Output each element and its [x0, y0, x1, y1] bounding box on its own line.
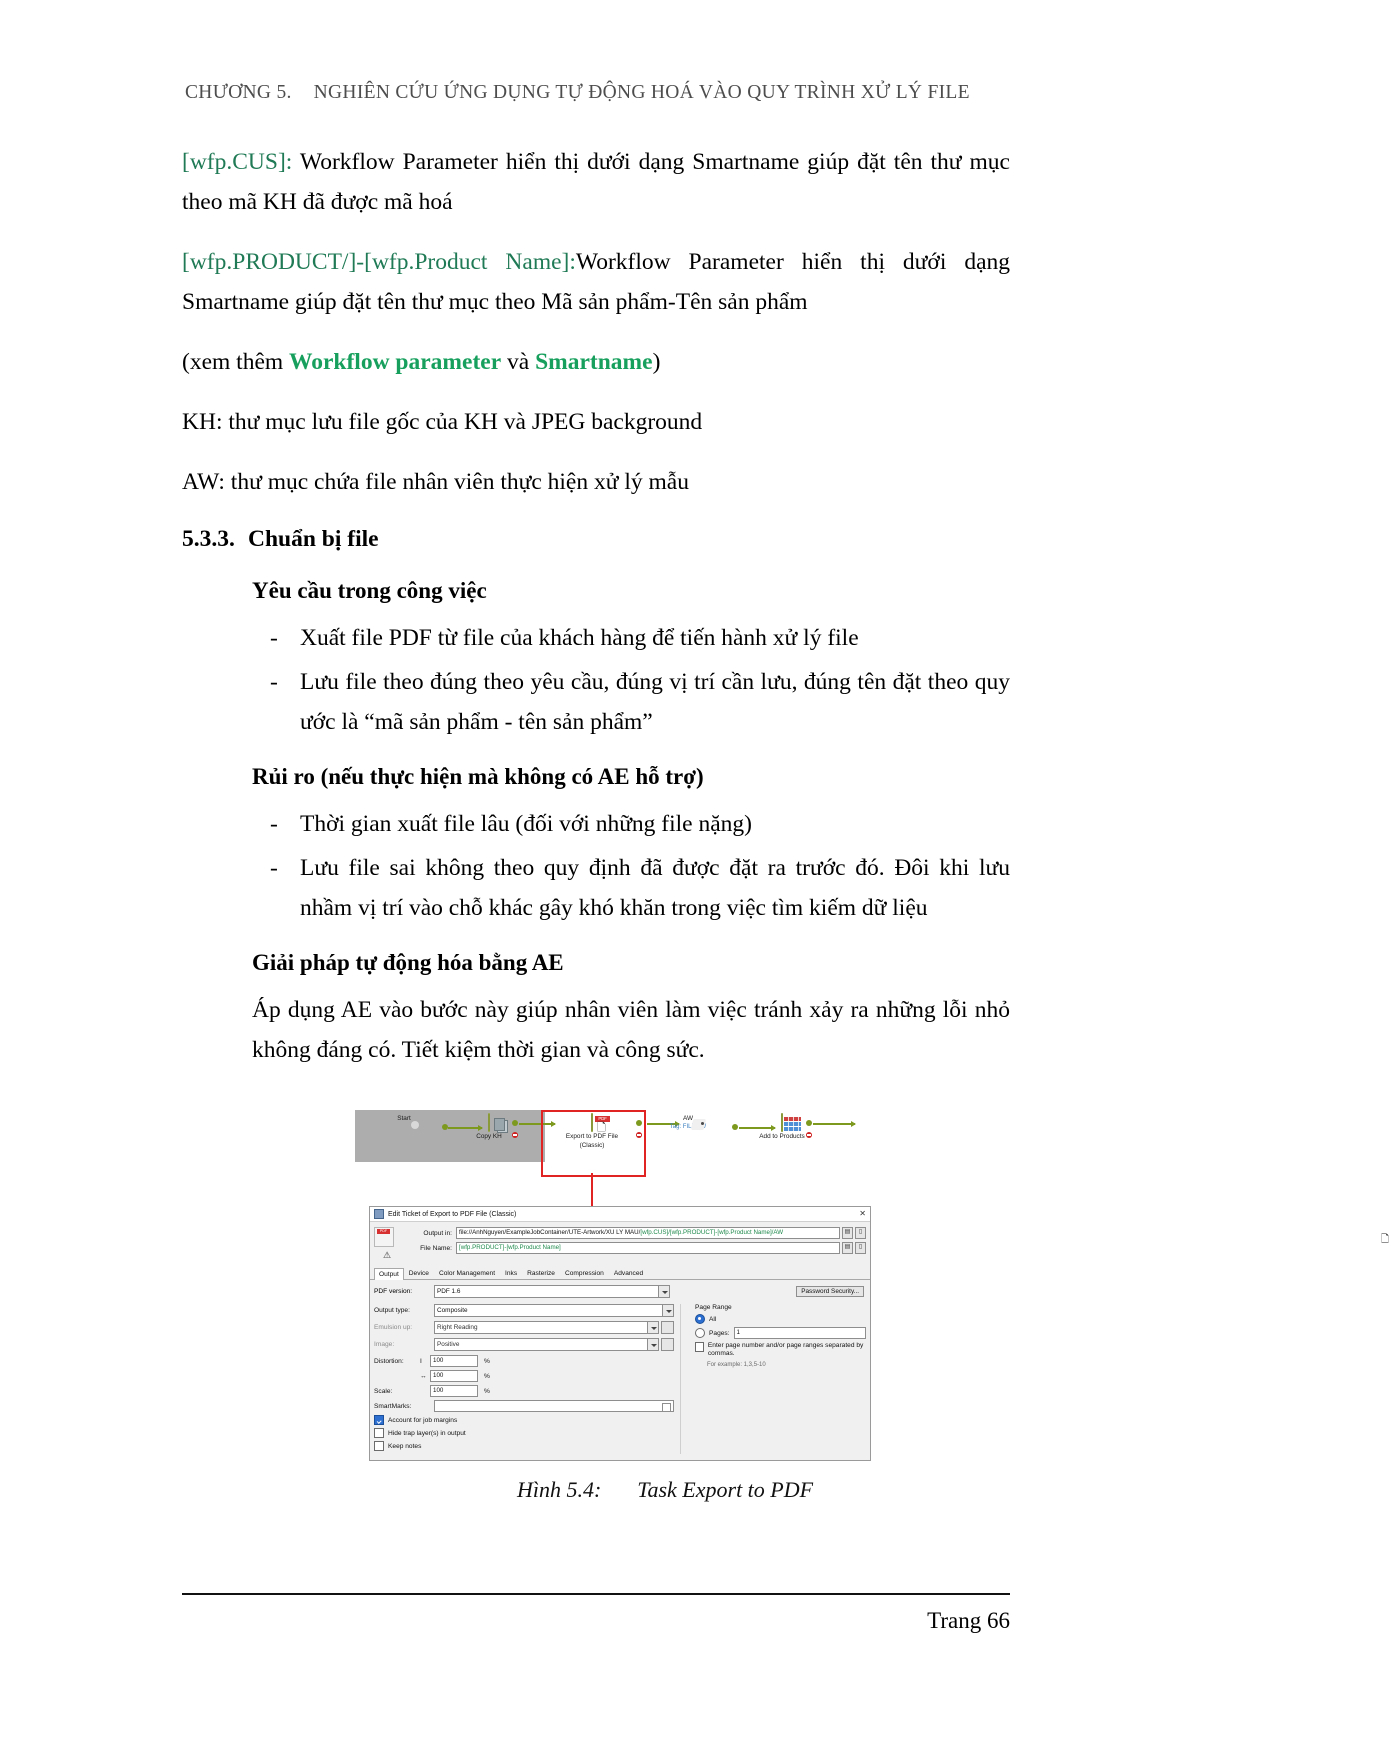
- see-also-prefix: (xem thêm: [182, 349, 290, 375]
- percent-label: %: [484, 1387, 490, 1395]
- distortion-axis-vertical-icon: I: [420, 1357, 422, 1365]
- workflow-node-label: Add to Products: [759, 1133, 805, 1140]
- list-item-text: Thời gian xuất file lâu (đối với những file nặng): [300, 811, 752, 837]
- list-item: [182, 618, 1010, 658]
- emulsion-row: [374, 1321, 674, 1334]
- browse-icon[interactable]: ▤: [842, 1227, 853, 1239]
- output-left-column: [374, 1304, 674, 1454]
- tab-compression[interactable]: Compression: [564, 1270, 604, 1277]
- bullet-dash: -: [270, 669, 278, 695]
- running-header-chapter-number: CHƯƠNG 5.: [185, 82, 292, 103]
- bullet-list-yeu-cau: [182, 618, 1010, 742]
- emulsion-preview-icon[interactable]: [661, 1321, 674, 1334]
- connector-arrow: [813, 1123, 855, 1125]
- chevron-down-icon: [647, 1339, 658, 1350]
- figure-caption: [355, 1477, 975, 1503]
- percent-label: %: [484, 1357, 490, 1365]
- bullet-dash: -: [270, 625, 278, 651]
- footer-rule: [182, 1593, 1010, 1595]
- image-value: Positive: [437, 1341, 460, 1348]
- see-also-suffix: ): [652, 349, 661, 375]
- dialog-title: Edit Ticket of Export to PDF File (Classic): [388, 1210, 517, 1218]
- chevron-down-icon: [662, 1305, 673, 1316]
- account-margins-row[interactable]: [374, 1415, 674, 1425]
- emulsion-label: Emulsion up:: [374, 1324, 413, 1331]
- link-smartname[interactable]: Smartname: [535, 349, 653, 375]
- chevron-down-icon: [658, 1286, 669, 1297]
- enter-pages-label: Enter page number and/or page ranges separated by commas.: [707, 1342, 864, 1357]
- page-range-all-label: All: [709, 1315, 717, 1323]
- output-in-value-smartname: [wfp.CUS]/[wfp.PRODUCT]-[wfp.Product Name]/AW: [640, 1229, 784, 1236]
- workflow-node-add-products[interactable]: [737, 1114, 827, 1141]
- list-item-text: Lưu file theo đúng theo yêu cầu, đúng vị trí cần lưu, đúng tên đặt theo quy ước là “mã sản phẩm - tên sản phẩm”: [300, 669, 1010, 735]
- connector-dot: [806, 1120, 812, 1126]
- page-range-pages-row[interactable]: [695, 1327, 866, 1339]
- list-item: [182, 804, 1010, 844]
- paragraph-wfp-cus-text: Workflow Parameter hiển thị dưới dạng Smartname giúp đặt tên thư mục theo mã KH đã được mã hoá: [182, 149, 1010, 215]
- document-body: [182, 142, 1010, 1070]
- dialog-output-section: [370, 1222, 1389, 1265]
- pdf-icon: [547, 1114, 637, 1132]
- scale-row: [374, 1385, 674, 1397]
- emulsion-select[interactable]: [434, 1321, 659, 1334]
- distortion-input-horizontal[interactable]: 100: [430, 1370, 478, 1382]
- page-range-pages-radio[interactable]: [695, 1328, 705, 1338]
- pdf-version-row: [370, 1280, 870, 1298]
- output-in-label: Output in:: [423, 1229, 452, 1237]
- enter-pages-row[interactable]: [695, 1342, 866, 1358]
- distortion-row-2: [374, 1370, 674, 1382]
- error-dot-icon: [806, 1132, 812, 1138]
- image-preview-icon[interactable]: [661, 1338, 674, 1351]
- paragraph-see-also: [182, 342, 1010, 382]
- workflow-diagram: [355, 1108, 885, 1176]
- dialog-output-panel: [370, 1298, 870, 1460]
- keep-notes-checkbox[interactable]: [374, 1441, 384, 1451]
- hide-trap-row[interactable]: [374, 1428, 674, 1438]
- acrobat-glyph-icon: 🗋: [597, 1122, 606, 1134]
- image-row: [374, 1338, 674, 1351]
- paragraph-kh: KH: thư mục lưu file gốc của KH và JPEG background: [182, 409, 703, 435]
- error-dot-icon: [636, 1132, 642, 1138]
- running-header-chapter-title: NGHIÊN CỨU ỨNG DỤNG TỰ ĐỘNG HOÁ VÀO QUY TRÌNH XỬ LÝ FILE: [313, 82, 970, 103]
- image-label: Image:: [374, 1341, 395, 1348]
- dialog-titlebar: [370, 1207, 870, 1222]
- tab-device[interactable]: Device: [408, 1270, 429, 1277]
- window-icon: [374, 1209, 384, 1219]
- distortion-axis-horizontal-icon: ↔: [420, 1372, 427, 1380]
- chevron-down-icon: [647, 1322, 658, 1333]
- running-header: [185, 82, 1025, 104]
- output-type-select[interactable]: [434, 1304, 674, 1317]
- section-title: Chuẩn bị file: [248, 526, 379, 552]
- distortion-row-1: [374, 1355, 674, 1367]
- acrobat-glyph-icon: 🗋: [1380, 1234, 1389, 1245]
- tab-rasterize[interactable]: Rasterize: [527, 1270, 555, 1277]
- percent-label: %: [484, 1372, 490, 1380]
- connector-dot: [636, 1120, 642, 1126]
- page-range-group: [687, 1304, 866, 1454]
- distortion-label: Distortion:: [374, 1357, 404, 1365]
- password-security-button[interactable]: Password Security...: [796, 1286, 864, 1297]
- workflow-node-sublabel: (Classic): [579, 1142, 605, 1149]
- panel-divider: [680, 1304, 681, 1454]
- pdf-version-value: PDF 1.6: [437, 1288, 461, 1295]
- product-grid-icon: [784, 1117, 801, 1132]
- bullet-dash: -: [270, 855, 278, 881]
- pdf-badge: PDF: [377, 1229, 390, 1234]
- page-range-pages-input[interactable]: 1: [734, 1327, 866, 1339]
- page-range-title: Page Range: [695, 1304, 732, 1311]
- dialog-tabs: [370, 1265, 870, 1280]
- figure-image: [355, 1108, 1389, 1503]
- warning-icon: ⚠: [382, 1250, 392, 1260]
- workflow-node-label: AW: [682, 1115, 694, 1122]
- smartname-icon[interactable]: [662, 1403, 671, 1412]
- output-type-value: Composite: [437, 1307, 468, 1314]
- subheading-yeu-cau: Yêu cầu trong công việc: [252, 578, 487, 603]
- figure-caption-text: Task Export to PDF: [637, 1477, 814, 1502]
- pdf-version-label: PDF version:: [374, 1288, 413, 1295]
- tab-color-management[interactable]: Color Management: [438, 1270, 496, 1277]
- code-wfp-product: [wfp.PRODUCT/]-[wfp.Product Name]:: [182, 249, 576, 275]
- workflow-node-copy-kh[interactable]: [444, 1114, 534, 1141]
- bullet-list-rui-ro: [182, 804, 1010, 928]
- connector-dot: [512, 1120, 518, 1126]
- output-type-label: Output type:: [374, 1307, 410, 1314]
- section-number: 5.3.3.: [182, 526, 235, 552]
- see-also-middle: và: [501, 349, 536, 375]
- smartname-icon[interactable]: ▯: [855, 1242, 866, 1254]
- paragraph-giai-phap: Áp dụng AE vào bước này giúp nhân viên làm việc tránh xảy ra những lỗi nhỏ không đáng có. Tiết kiệm thời gian và công sức.: [252, 997, 1010, 1063]
- hide-trap-label: Hide trap layer(s) in output: [388, 1429, 466, 1437]
- workflow-node-tag: Tag: FILE AW: [669, 1124, 707, 1130]
- error-dot-icon: [512, 1132, 518, 1138]
- workflow-node-export-pdf[interactable]: [547, 1114, 637, 1150]
- paragraph-wfp-cus: [182, 142, 1010, 222]
- keep-notes-label: Keep notes: [388, 1442, 422, 1450]
- subheading-rui-ro: Rủi ro (nếu thực hiện mà không có AE hỗ trợ): [252, 764, 704, 789]
- file-name-label: File Name:: [420, 1244, 452, 1252]
- figure-5-4: [0, 1108, 1389, 1503]
- smartname-icon[interactable]: ▯: [855, 1227, 866, 1239]
- pdf-version-select[interactable]: [434, 1285, 670, 1298]
- page-range-all-radio[interactable]: [695, 1314, 705, 1324]
- close-icon[interactable]: ✕: [859, 1209, 866, 1218]
- figure-caption-label: Hình 5.4:: [516, 1477, 602, 1502]
- page-range-example-note: For example: 1,3,5-10: [707, 1362, 766, 1368]
- page-range-pages-label: Pages:: [709, 1329, 730, 1337]
- paragraph-wfp-product-text: Workflow Parameter hiển thị dưới dạng Smartname giúp đặt tên thư mục theo Mã sản phẩm-Tên sản phẩm: [182, 249, 1010, 315]
- image-select[interactable]: [434, 1338, 659, 1351]
- code-wfp-cus: [wfp.CUS]:: [182, 149, 293, 175]
- smartmarks-row: [374, 1400, 674, 1412]
- pdf-badge: PDF: [595, 1116, 610, 1122]
- browse-icon[interactable]: ▤: [842, 1242, 853, 1254]
- file-name-value-smartname: [wfp.PRODUCT]-[wfp.Product Name]: [459, 1244, 561, 1251]
- workflow-node-label: Start: [397, 1115, 411, 1122]
- workflow-node-aw[interactable]: [643, 1114, 733, 1131]
- subheading-giai-phap: Giải pháp tự động hóa bằng AE: [252, 950, 564, 975]
- emulsion-value: Right Reading: [437, 1324, 478, 1331]
- output-type-row: [374, 1304, 674, 1317]
- account-margins-label: Account for job margins: [388, 1416, 458, 1424]
- workflow-node-start[interactable]: [359, 1114, 449, 1123]
- section-heading-5-3-3: [182, 522, 1010, 556]
- distortion-input-vertical[interactable]: 100: [430, 1355, 478, 1367]
- workflow-node-label: Export to PDF File: [565, 1133, 619, 1140]
- enter-pages-checkbox[interactable]: [695, 1342, 704, 1352]
- list-item-text: Lưu file sai không theo quy định đã được đặt ra trước đó. Đôi khi lưu nhầm vị trí vào chỗ khác gây khó khăn trong việc tìm kiếm dữ liệu: [300, 855, 1010, 921]
- list-item-text: Xuất file PDF từ file của khách hàng để tiến hành xử lý file: [300, 625, 859, 651]
- account-margins-checkbox[interactable]: [374, 1415, 384, 1425]
- page-number: Trang 66: [927, 1608, 1010, 1633]
- output-in-value-prefix: file://AnhNguyen/ExampleJobContainer/UTE-Artwork/XU LY MAU/: [459, 1229, 641, 1236]
- smartmarks-label: SmartMarks:: [374, 1402, 412, 1410]
- export-pdf-dialog: [369, 1206, 1389, 1461]
- hide-trap-checkbox[interactable]: [374, 1428, 384, 1438]
- link-workflow-parameter[interactable]: Workflow parameter: [289, 349, 502, 375]
- list-item: [182, 848, 1010, 928]
- list-item: [182, 662, 1010, 742]
- paragraph-aw: AW: thư mục chứa file nhân viên thực hiện xử lý mẫu: [182, 469, 689, 495]
- paragraph-wfp-product: [182, 242, 1010, 322]
- scale-label: Scale:: [374, 1387, 393, 1395]
- tab-output[interactable]: Output: [374, 1268, 404, 1280]
- tab-inks[interactable]: Inks: [505, 1270, 518, 1277]
- tab-advanced[interactable]: Advanced: [613, 1270, 644, 1277]
- scale-input[interactable]: 100: [430, 1385, 478, 1397]
- keep-notes-row[interactable]: [374, 1441, 674, 1451]
- workflow-node-label: Copy KH: [476, 1133, 502, 1140]
- page-range-all-row[interactable]: [695, 1314, 866, 1324]
- bullet-dash: -: [270, 811, 278, 837]
- smartmarks-input[interactable]: [434, 1400, 674, 1412]
